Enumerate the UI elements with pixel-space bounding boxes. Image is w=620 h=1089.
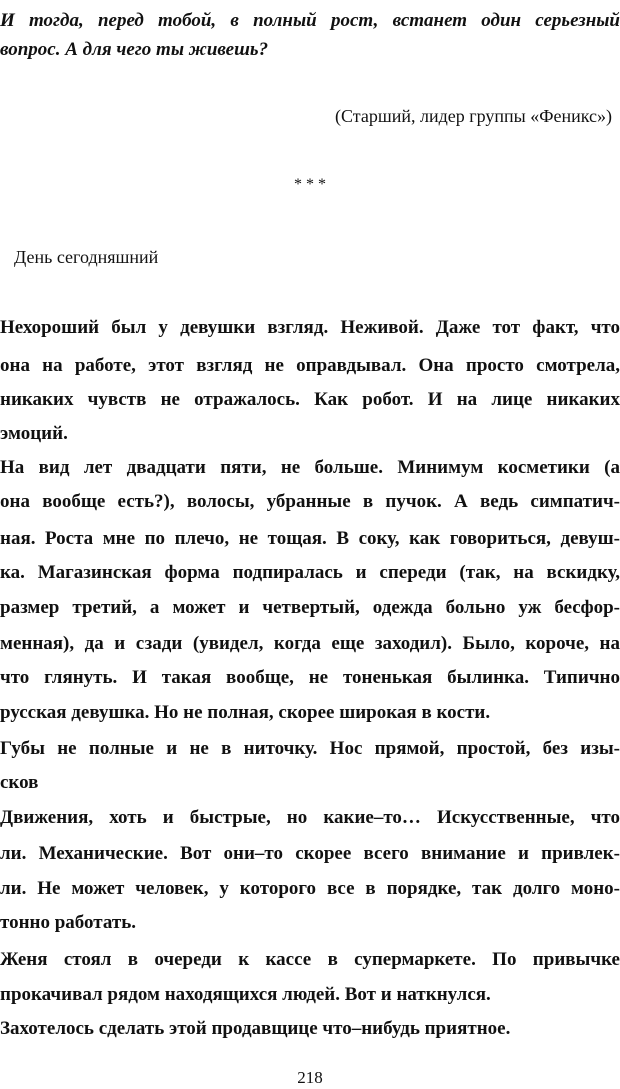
paragraph-line: Движения, хоть и быстрые, но какие–то… Искусственные, что [0, 807, 620, 828]
section-separator: * * * [294, 176, 326, 193]
paragraph-line: никаких чувств не отражалось. Как робот. И на лице никаких [0, 389, 620, 410]
paragraph-line: ная. Роста мне по плечо, не тощая. В соку, как говориться, девуш- [0, 528, 620, 549]
epigraph-line: И тогда, перед тобой, в полный рост, встанет один серьезный [0, 10, 620, 31]
paragraph-line: Захотелось сделать этой продавщице что–нибудь приятное. [0, 1018, 511, 1039]
epigraph-attribution: (Старший, лидер группы «Феникс») [335, 106, 612, 126]
paragraph-line: На вид лет двадцати пяти, не больше. Минимум косметики (а [0, 457, 620, 478]
section-heading: День сегодняшний [14, 247, 159, 267]
paragraph-line: размер третий, а может и четвертый, одежда больно уж бесфор- [0, 597, 620, 618]
paragraph-line: тонно работать. [0, 912, 136, 933]
paragraph-line: она на работе, этот взгляд не оправдывал. Она просто смотрела, [0, 355, 620, 376]
paragraph-line: что глянуть. И такая вообще, не тоненькая былинка. Типично [0, 667, 620, 688]
paragraph-line: Нехороший был у девушки взгляд. Неживой. Даже тот факт, что [0, 317, 620, 338]
paragraph-line: менная), да и сзади (увидел, когда еще заходил). Было, короче, на [0, 633, 620, 654]
paragraph-line: она вообще есть?), волосы, убранные в пучок. А ведь симпатич- [0, 491, 620, 512]
paragraph-line: прокачивал рядом находящихся людей. Вот и наткнулся. [0, 984, 491, 1005]
paragraph-line: Женя стоял в очереди к кассе в супермаркете. По привычке [0, 949, 620, 970]
paragraph-line: ли. Не может человек, у которого все в порядке, так долго моно- [0, 878, 620, 899]
paragraph-line: эмоций. [0, 423, 68, 444]
paragraph-line: русская девушка. Но не полная, скорее широкая в кости. [0, 702, 491, 723]
page-number: 218 [297, 1068, 323, 1087]
paragraph-line: Губы не полные и не в ниточку. Нос прямой, простой, без изы- [0, 738, 620, 759]
paragraph-line: ка. Магазинская форма подпиралась и спереди (так, на вскидку, [0, 562, 620, 583]
paragraph-line: сков [0, 772, 39, 793]
paragraph-line: ли. Механические. Вот они–то скорее всего внимание и привлек- [0, 843, 620, 864]
epigraph-line: вопрос. А для чего ты живешь? [0, 39, 269, 60]
